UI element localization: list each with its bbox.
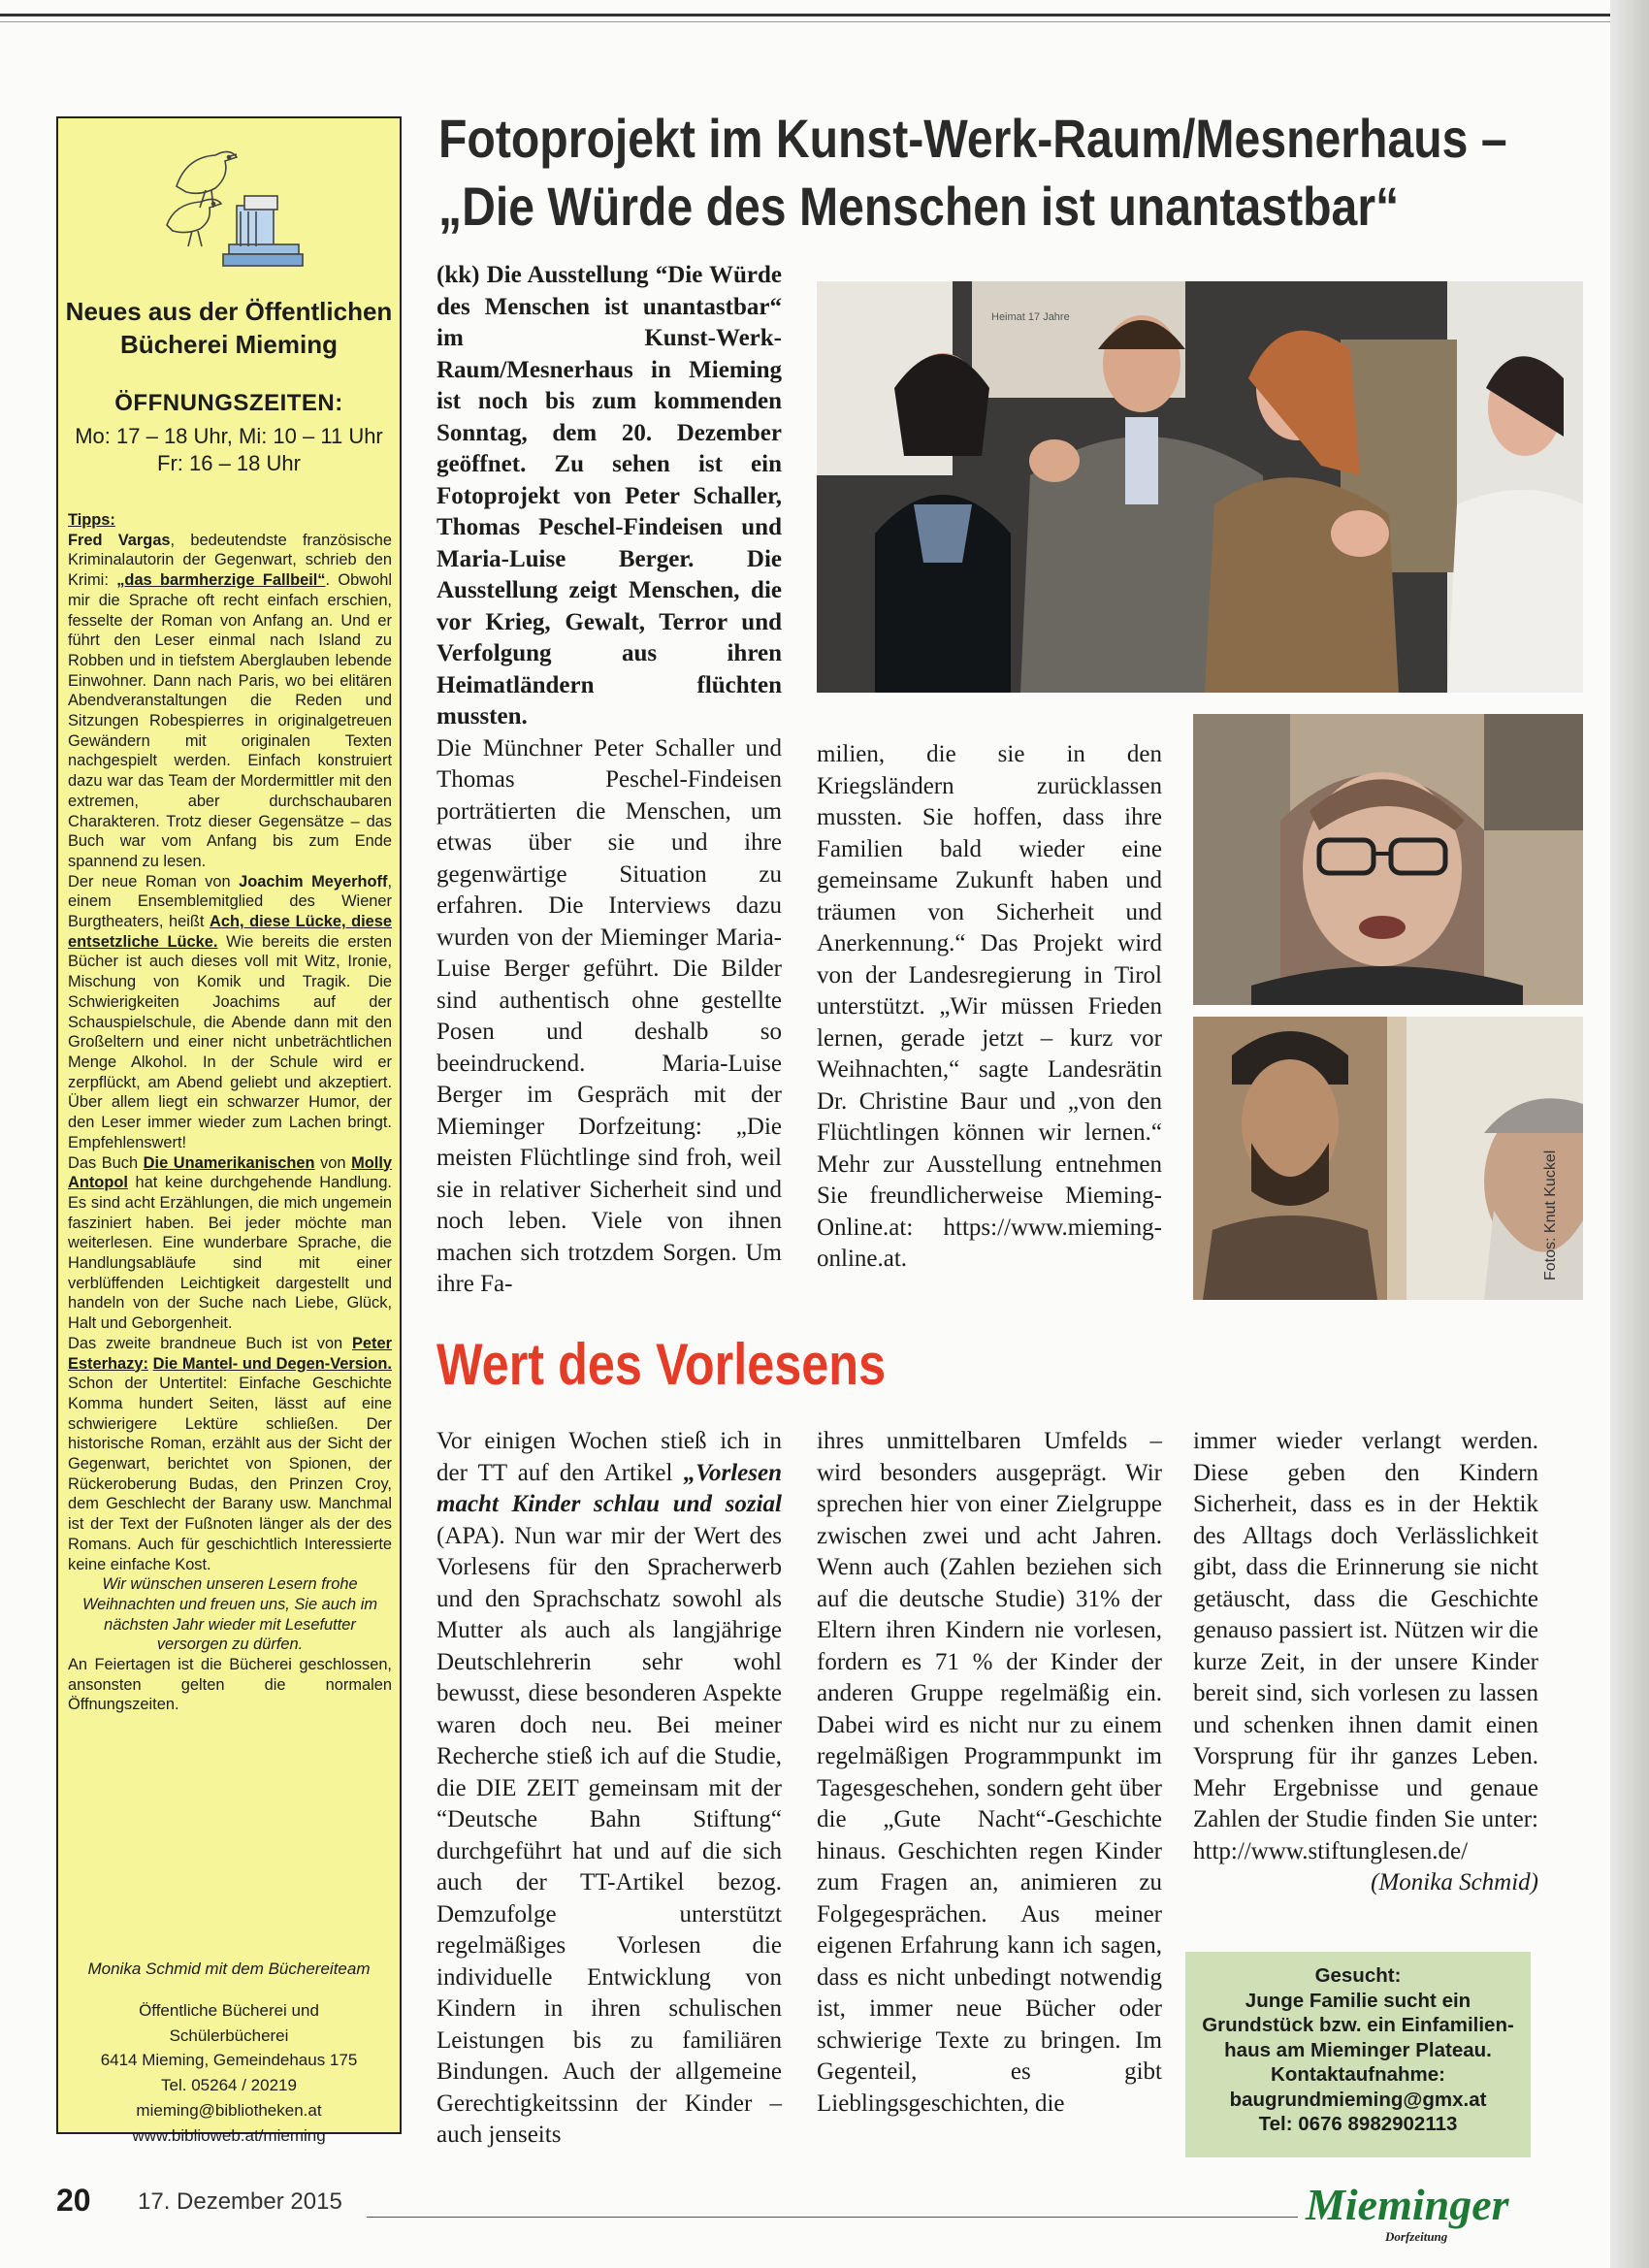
article-body: immer wieder verlangt werden. Diese geben den Kindern Sicherheit, dass es in der Hektik des Alltags doch Verlässlichkeit gibt, dass die Erinnerung sie nicht getäuscht, dass die Geschichte genauso passiert ist. Nützen wir die kurze Zeit, in der unsere Kinder bereit sind, sich vorlesen zu lassen und schenken ihnen damit einen Vorsprung für ihr ganzes Leben. Mehr Ergebnisse und genaue Zahlen der Studie finden Sie unter: http://www.stiftunglesen.de/ (1193, 1428, 1538, 1864)
page-number: 20 (56, 2183, 91, 2218)
opening-hours-heading: ÖFFNUNGSZEITEN: (114, 390, 343, 416)
book-title: Die Unamerikanischen (143, 1153, 315, 1172)
exhibition-group-photo (817, 281, 1583, 693)
tip-text: Das Buch (68, 1153, 144, 1172)
holiday-greeting: Wir wünschen unseren Lesern frohe Weihnachten und freuen uns, Sie auch im nächsten Jahr wieder mit Lesefutter versorgen zu dürfen. (81, 1575, 378, 1654)
article-body: ihres unmittelbaren Umfelds – wird besonders ausgeprägt. Wir sprechen hier von einer Zielgruppe zwischen zwei und acht Jahren. Wenn auch (Zahlen beziehen sich auf die deutsche Studie) 31% der Eltern ihren Kindern nie vorlesen, fordern es 71 % der Kinder der anderen Gruppe regelmäßig ein. Dabei wird es nicht nur zu einem regelmäßigen Programmpunkt im Tagesgeschehen, sondern geht über die „Gute Nacht“-Geschichte hinaus. Geschichten regen Kinder zum Fragen an, animieren zu Folgegesprächen. Aus meiner eigenen Erfahrung kann ich sagen, dass es nicht unbedingt notwendig ist, immer neue Bücher oder schwierige Texte zu bringen. Im Gegenteil, es gibt Lieblingsgeschichten, die (817, 1428, 1162, 2117)
ad-line: Kontaktaufnahme: (1271, 2063, 1445, 2086)
ad-email: baugrundmieming@gmx.at (1229, 2088, 1487, 2111)
birds-on-books-illustration (147, 128, 314, 274)
phone-number: Tel. 05264 / 20219 (161, 2076, 297, 2095)
top-rule (0, 14, 1610, 16)
publication-logo-subtitle: Dorfzeitung (1385, 2229, 1448, 2244)
article-lead: (kk) Die Ausstellung “Die Würde des Menschen ist unantastbar“ im Kunst-Werk-Raum/Mesnerhaus in Mieming ist noch bis zum kommenden Sonntag, dem 20. Dezember geöffnet. Zu sehen ist ein Fotoprojekt von Peter Schaller, Thomas Peschel-Findeisen und Maria-Luise Berger. Die Ausstellung zeigt Menschen, die vor Krieg, Gewalt, Terror und Verfolgung aus ihren Heimatländern flüchten mussten. (436, 262, 782, 729)
website-url: www.biblioweb.at/mieming (132, 2125, 326, 2145)
article-body: Vor einigen Wochen stieß ich in der TT auf den Artikel (436, 1428, 782, 1486)
footer-rule (367, 2217, 1298, 2218)
author-name: Joachim Meyerhoff (239, 872, 388, 891)
tip-antopol (68, 1153, 392, 1334)
article2-column2 (817, 1426, 1162, 2120)
cited-article-title: „Vorlesen macht Kinder schlau und sozial (436, 1459, 782, 1517)
tips-label: Tipps: (68, 511, 115, 529)
speaker-photo-image (1193, 714, 1583, 1005)
photo-credit: Fotos: Knut Kuckel (1542, 1150, 1559, 1280)
address-line: 6414 Mieming, Gemeindehaus 175 (100, 2051, 358, 2070)
opening-hours-line2: Fr: 16 – 18 Uhr (157, 451, 301, 475)
tip-text: , bedeutendste französische Kriminalautorin der Gegenwart, schrieb den Krimi: (68, 531, 392, 590)
holiday-notice: An Feiertagen ist die Bücherei geschlossen, ansonsten gelten die normalen Öffnungszeiten. (68, 1656, 392, 1714)
library-sidebar-box (56, 116, 402, 2145)
book-title: Ach, diese Lücke, diese entsetzliche Lücke. (68, 913, 392, 951)
opening-hours (58, 423, 400, 477)
tip-text: Wie bereits die ersten Bücher ist auch dieses voll mit Witz, Ironie, Mischung von Komik und Tragik. Die Schwierigkeiten Joachims auf der Schauspielschule, die Abende dann mit den Großeltern und einer nicht unbeträchtlichen Menge Alkohol. In der Schule wird er zerpflückt, am Abend geliebt und akzeptiert. Über allem liegt ein schwarzer Humor, der den Leser immer wieder zum Lachen bringt. Empfehlenswert! (68, 932, 392, 1151)
ad-line: Junge Familie sucht ein (1245, 1989, 1471, 2012)
tip-esterhazy (68, 1334, 392, 1574)
tip-text: . Obwohl mir die Sprache oft recht einfach erschien, fesselte der Roman von Anfang an. Und er führt den Leser einmal nach Island zu Robben und in tiefstem Aberglauben lebende Einwohner. Dann nach Paris, wo bei elitären Abendveranstaltungen die Reden und Sitzungen Robespierres in originalgetreuen Gewändern mit originalen Texten nachgespielt werden. Einfach konstruiert dazu war das Team der Mordermittler mit den extremen, aber durchschaubaren Charakteren. Trotz dieser Gegensätze – das Buch war vom Anfang bis zum Ende spannend zu lesen. (68, 571, 392, 870)
tip-text: Der neue Roman von (68, 872, 240, 891)
tip-text: hat keine durchgehende Handlung. Es sind acht Erzählungen, die mich ungemein fasziniert haben. Bei jeder möchte man weiterlesen. Eine wunderbare Sprache, die Handlungsabläufe sind mit einer verblüffenden Leichtigkeit dargestellt und handeln von der Suche nach Liebe, Glück, Halt und Geborgenheit. (68, 1174, 392, 1333)
article-headline (438, 105, 1507, 241)
headline-line1: Fotoprojekt im Kunst-Werk-Raum/Mesnerhaus – (438, 108, 1507, 169)
article1-column1 (436, 260, 782, 1301)
refugee-portrait-photo (1193, 1017, 1583, 1300)
tip-meyerhoff (68, 872, 392, 1153)
article-body: milien, die sie in den Kriegsländern zurücklassen mussten. Sie hoffen, dass ihre Familien bald wieder eine gemeinsame Zukunft haben und träumen von Sicherheit und Anerkennung.“ Das Projekt wird von der Landesregierung in Tirol unterstützt. „Wir müssen Frieden lernen, gerade jetzt – kurz vor Weihnachten,“ sagte Landesrätin Dr. Christine Baur und „von den Flüchtlingen können wir lernen.“ Mehr zur Ausstellung entnehmen Sie freundlicherweise Mieming-Online.at: https://www.mieming-online.at. (817, 741, 1162, 1272)
page-edge-shadow (1610, 0, 1649, 2268)
article2-column3 (1193, 1426, 1538, 1899)
email-address: mieming@bibliotheken.at (136, 2100, 322, 2120)
tip-text: Das zweite brandneue Buch ist von (68, 1334, 352, 1352)
photo-sign-text: Heimat 17 Jahre (991, 311, 1070, 323)
ad-line: haus am Mieminger Plateau. (1224, 2038, 1492, 2061)
book-title: Die Mantel- und Degen-Version. (152, 1354, 392, 1373)
article-body: (APA). Nun war mir der Wert des Vorlesens für den Spracherwerb und den Sprachschatz sowohl als Mutter als auch als langjährige Deutschlehrerin sehr wohl bewusst, diese besonderen Aspekte waren doch neu. Bei meiner Recherche stieß ich auf die Studie, die DIE ZEIT gemeinsam mit der “Deutsche Bahn Stiftung“ durchgeführt hat und auf die sich auch der TT-Artikel bezog. Demzufolge unterstützt regelmäßiges Vorlesen die individuelle Entwicklung von Kindern in ihren schulischen Leistungen bis zu familiären Bindungen. Auch der allgemeine Gerechtigkeitssinn der Kinder – auch jenseits (436, 1522, 782, 2148)
sidebar-title-line1: Neues aus der Öffentlichen (65, 297, 393, 326)
author-signature: (Monika Schmid) (1371, 1869, 1538, 1895)
headline-line2: „Die Würde des Menschen ist unantastbar“ (438, 176, 1400, 237)
author-name: Molly Antopol (68, 1153, 392, 1192)
ad-phone: Tel: 0676 8982902113 (1258, 2113, 1458, 2135)
publication-logo: Mieminger (1306, 2180, 1509, 2229)
library-address (58, 1998, 400, 2148)
tip-text: von (314, 1153, 352, 1172)
speaker-photo (1193, 714, 1583, 1005)
author-name: Peter Esterhazy: (68, 1334, 392, 1373)
address-line: Öffentliche Bücherei und (139, 2001, 319, 2020)
ad-line: Gesucht: (1314, 1964, 1402, 1987)
tip-text: , einem Ensemblemitglied des Wiener Burgtheaters, heißt (68, 872, 393, 931)
ad-line: Grundstück bzw. ein Einfamilien- (1202, 2014, 1514, 2036)
group-photo-image (817, 281, 1583, 693)
article2-column1 (436, 1426, 782, 2152)
tip-text: Schon der Untertitel: Einfache Geschichte Komma hundert Seiten, lässt auf eine schwierigere Lektüre schließen. Der historische Roman, erzählt aus der Sicht der Gegenwart, berichtet von Spionen, der Rückeroberung Budas, den Prinzen Croy, dem Geschlecht der Barany usw. Manchmal ist der Text der Fußnoten länger als der des Romans. Auch für geschichtlich Interessierte keine einfache Kost. (68, 1375, 392, 1573)
address-line: Schülerbücherei (169, 2025, 289, 2045)
book-title: „das barmherzige Fallbeil“ (116, 571, 326, 590)
classified-ad-box (1185, 1952, 1531, 2157)
tip-vargas (68, 531, 392, 872)
issue-date: 17. Dezember 2015 (138, 2188, 342, 2215)
book-tips-text (68, 510, 392, 1715)
sidebar-title (58, 295, 400, 361)
author-name: Fred Vargas (68, 531, 171, 549)
top-rule-thin (0, 21, 1610, 22)
sidebar-title-line2: Bücherei Mieming (120, 330, 338, 359)
portrait-photo-image (1193, 1017, 1583, 1300)
article2-headline: Wert des Vorlesens (436, 1332, 887, 1397)
article1-column2 (817, 739, 1162, 1276)
article-body: Die Münchner Peter Schaller und Thomas Peschel-Findeisen porträtierten die Menschen, um etwas über sie und ihre gegenwärtige Situation zu erfahren. Die Interviews dazu wurden von der Mieminger Maria-Luise Berger geführt. Die Bilder sind authentisch ohne gestellte Posen und deshalb so beeindruckend. Maria-Luise Berger im Gespräch mit der Mieminger Dorfzeitung: „Die meisten Flüchtlinge sind froh, weil sie in relativer Sicherheit sind und noch leben. Viele von ihnen machen sich trotzdem Sorgen. Um ihre Fa- (436, 734, 782, 1297)
sidebar-signoff: Monika Schmid mit dem Büchereiteam (87, 1960, 371, 1978)
opening-hours-line1: Mo: 17 – 18 Uhr, Mi: 10 – 11 Uhr (75, 424, 383, 448)
